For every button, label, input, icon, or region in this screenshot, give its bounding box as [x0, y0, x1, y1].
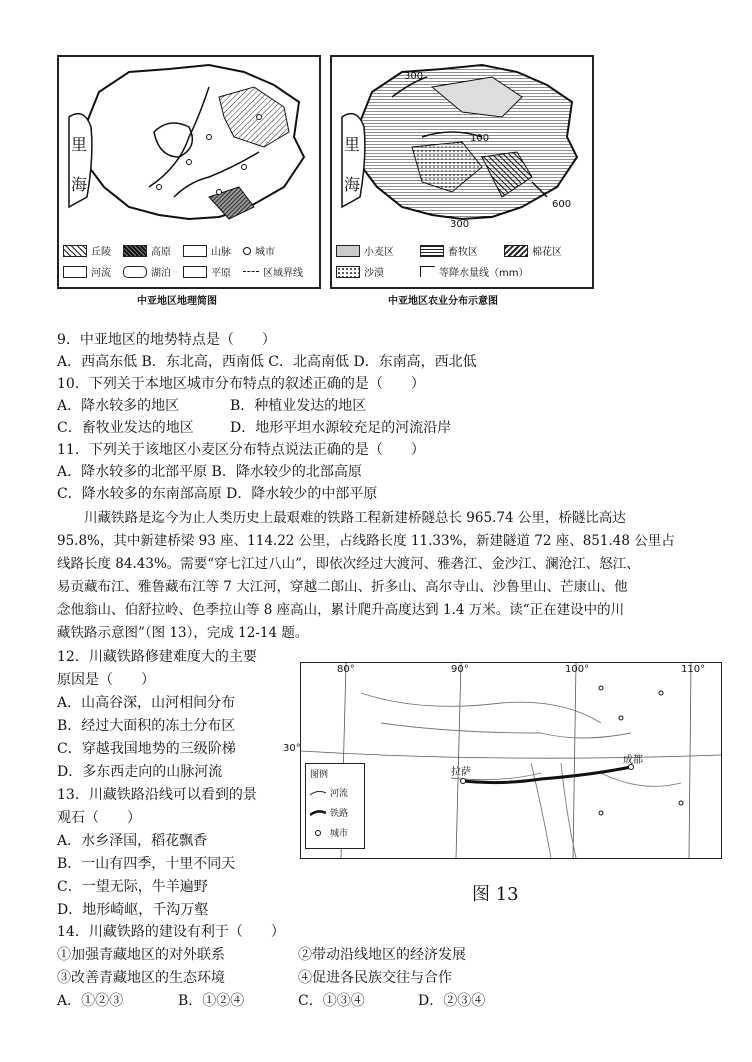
q11-stem: 11．下列关于该地区小麦区分布特点说法正确的是（ ）: [57, 442, 425, 458]
sea-label-top: 里: [344, 135, 361, 154]
q14-statement-1: ①加强青藏地区的对外联系: [57, 947, 225, 963]
passage-line-3: 线路长度 84.43%。需要“穿七江过八山”，即依次经过大渡河、雅砻江、金沙江、澜沧江、怒江、: [57, 556, 640, 572]
q14-option-a: A．①②③: [57, 993, 124, 1009]
q11-options-cd: C．降水较多的东南部高原 D．降水较少的中部平原: [57, 486, 378, 502]
sea-label-bottom: 海: [344, 175, 361, 194]
lon-label-100: 100°: [565, 664, 590, 675]
passage-line-2: 95.8%，其中新建桥梁 93 座、114.22 公里，占线路长度 11.33%，新建隧道 72 座、851.48 公里占: [57, 533, 675, 549]
figure-13-legend: [305, 763, 365, 849]
legend-cotton: 棉花区: [504, 243, 562, 258]
city-label-chengdu: 成都: [623, 755, 643, 766]
figure-13-map: [283, 662, 722, 859]
q12-option-b: B．经过大面积的冻土分布区: [57, 718, 236, 734]
q14-statement-2: ②带动沿线地区的经济发展: [298, 947, 466, 963]
central-asia-terrain-map: [57, 55, 321, 289]
q12-stem-2: 原因是（ ）: [57, 672, 155, 688]
legend-wheat: 小麦区: [336, 243, 394, 258]
q13-option-b: B．一山有四季，十里不同天: [57, 856, 236, 872]
central-asia-agriculture-map: [330, 55, 594, 289]
isoline-label-300-top: 300: [404, 71, 424, 82]
legend-title: 图例: [310, 770, 329, 780]
legend-plain: 平原: [183, 264, 231, 279]
passage-line-4: 易贡藏布江、雅鲁藏布江等 7 大江河，穿越二郎山、折多山、高尔寺山、沙鲁里山、芒康山、他: [57, 579, 628, 595]
q10-option-c: C．畜牧业发达的地区: [57, 420, 194, 436]
legend-isohyet: 等降水量线（mm）: [420, 264, 528, 279]
q13-option-c: C．一望无际，牛羊遍野: [57, 879, 208, 895]
lat-label-30: 30°: [283, 743, 301, 754]
q9-stem: 9．中亚地区的地势特点是（ ）: [57, 332, 276, 348]
right-map-caption: 中亚地区农业分布示意图: [388, 296, 498, 307]
q9-options: A．西高东低 B．东北高，西南低 C．北高南低 D．东南高，西北低: [57, 354, 477, 370]
figure-13-title: 图 13: [472, 884, 519, 905]
legend-mountain: 山脉: [183, 243, 231, 258]
rivers: [361, 693, 681, 858]
sea-label-top: 里: [71, 135, 88, 154]
q10-option-b: B．种植业发达的地区: [230, 398, 367, 414]
legend-city: 城市: [243, 243, 275, 258]
left-map-caption: 中亚地区地理简图: [137, 296, 217, 307]
legend-pasture: 畜牧区: [420, 243, 478, 258]
legend-river: 河流: [310, 786, 348, 799]
terrain-map-drawing: [59, 57, 319, 232]
legend-boundary: 区域界线: [243, 264, 303, 279]
q11-options-ab: A．降水较多的北部平原 B．降水较少的北部高原: [57, 464, 362, 480]
q14-option-c: C．①③④: [298, 993, 365, 1009]
q12-option-d: D．多东西走向的山脉河流: [57, 764, 223, 780]
city-label-lhasa: 拉萨: [451, 767, 471, 778]
q13-option-a: A．水乡泽国，稻花飘香: [57, 833, 208, 849]
q14-option-b: B．①②④: [178, 993, 245, 1009]
legend-city: 城市: [310, 826, 348, 839]
passage-line-5: 念他翁山、伯舒拉岭、色季拉山等 8 座高山，累计爬升高度达到 1.4 万米。读“正在建设中的川: [57, 602, 625, 618]
q10-option-d: D．地形平坦水源较充足的河流沿岸: [230, 420, 452, 436]
lon-label-90: 90°: [451, 664, 469, 675]
q14-statement-3: ③改善青藏地区的生态环境: [57, 970, 225, 986]
lon-label-110: 110°: [681, 664, 706, 675]
legend-lake: 湖泊: [123, 264, 171, 279]
legend-desert: 沙漠: [336, 264, 384, 279]
legend-railway: 铁路: [310, 806, 348, 819]
passage-line-1: 川藏铁路是迄今为止人类历史上最艰难的铁路工程新建桥隧总长 965.74 公里，桥隧比高达: [57, 510, 626, 526]
legend-river: 河流: [63, 264, 111, 279]
q12-option-c: C．穿越我国地势的三级阶梯: [57, 741, 236, 757]
lon-label-80: 80°: [337, 664, 355, 675]
q10-option-a: A．降水较多的地区: [57, 398, 180, 414]
passage-line-6: 藏铁路示意图”（图 13），完成 12-14 题。: [57, 625, 309, 641]
city-markers: [461, 686, 684, 815]
q13-stem-2: 观石（ ）: [57, 810, 141, 826]
isoline-label-100: 100: [470, 133, 490, 144]
q14-statement-4: ④促进各民族交往与合作: [298, 970, 452, 986]
isoline-label-600: 600: [552, 199, 572, 210]
legend-plateau: 高原: [123, 243, 171, 258]
q14-stem: 14．川藏铁路的建设有利于（ ）: [57, 924, 285, 940]
q12-stem-1: 12．川藏铁路修建难度大的主要: [57, 649, 257, 665]
q13-stem-1: 13．川藏铁路沿线可以看到的景: [57, 787, 257, 803]
q13-option-d: D．地形崎岖，千沟万壑: [57, 902, 209, 918]
q12-option-a: A．山高谷深，山河相间分布: [57, 695, 236, 711]
isoline-label-300-bottom: 300: [450, 219, 470, 230]
sea-label-bottom: 海: [71, 175, 88, 194]
legend-hills: 丘陵: [63, 243, 111, 258]
q10-stem: 10．下列关于本地区城市分布特点的叙述正确的是（ ）: [57, 376, 425, 392]
q14-option-d: D．②③④: [418, 993, 486, 1009]
